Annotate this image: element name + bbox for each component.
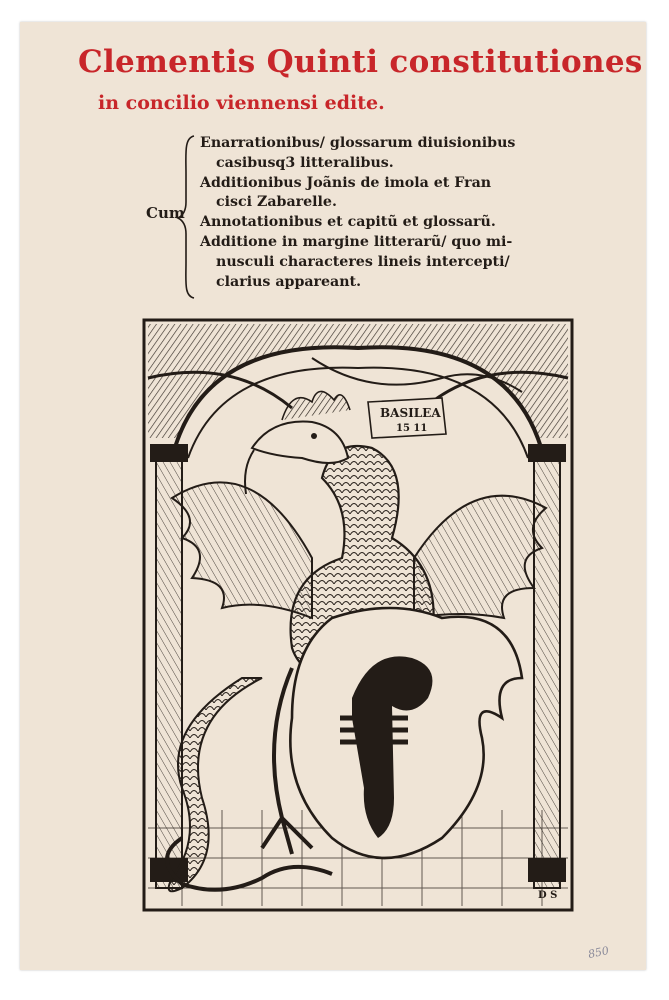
contents-line-5: Annotationibus et capitũ et glossarũ. [200, 214, 496, 231]
contents-line-4: cisci Zabarelle. [216, 194, 337, 211]
monogram: D S [538, 890, 558, 901]
contents-line-6: Additione in margine litterarũ/ quo mi- [200, 233, 513, 250]
title-line-1: Clementis Quinti constitutiones [78, 44, 643, 80]
title-line-2: in concilio viennensi edite. [98, 92, 385, 114]
contents-list [200, 134, 560, 292]
woodcut-illustration [142, 318, 574, 912]
banner-text-1: BASILEA [380, 406, 441, 420]
banner-text-2: 15 11 [396, 423, 428, 434]
contents-line-8: clarius appareant. [216, 273, 362, 290]
contents-line-3: Additionibus Joãnis de imola et Fran [200, 174, 492, 191]
margin-mark: 850 [586, 943, 611, 962]
contents-line-7: nusculi characteres lineis intercepti/ [216, 253, 510, 270]
contents-line-1: Enarrationibus/ glossarum diuisionibus [200, 135, 516, 151]
cum-label: Cum [146, 204, 185, 222]
curly-brace [176, 134, 198, 299]
contents-line-2: casibusq3 litteralibus. [216, 154, 394, 171]
